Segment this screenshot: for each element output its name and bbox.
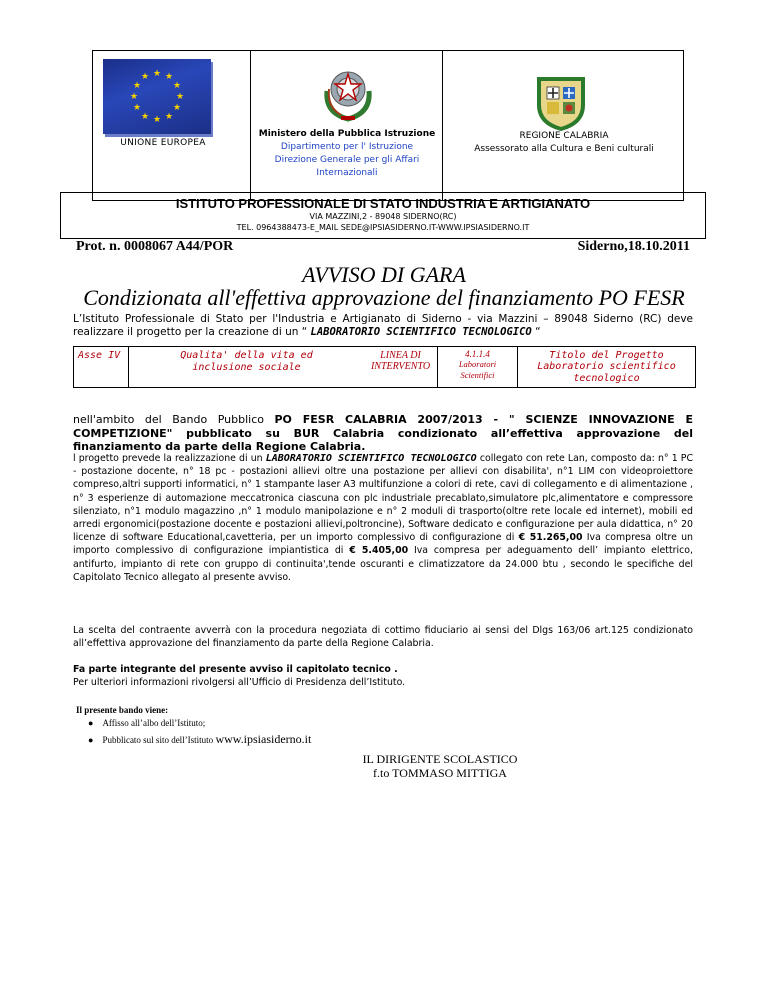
- institute-contacts: TEL. 0964388473-E_MAIL SEDE@IPSIASIDERNO.IT-WWW.IPSIASIDERNO.IT: [236, 223, 530, 232]
- region-subtitle: Assessorato alla Cultura e Beni culturali: [474, 144, 654, 154]
- svg-text:★: ★: [132, 81, 142, 91]
- amount-configurazione: € 51.265,00: [518, 532, 583, 544]
- region-title: REGIONE CALABRIA: [519, 131, 609, 141]
- svg-text:★: ★: [164, 112, 174, 122]
- region-cell: [443, 51, 685, 200]
- grid-titolo: Titolo del Progetto Laboratorio scientifico tecnologico: [537, 350, 676, 384]
- svg-text:★: ★: [140, 72, 150, 82]
- grid-linea: LINEA DI INTERVENTO: [364, 347, 438, 387]
- italian-emblem-icon: [321, 61, 375, 123]
- ministry-line-2: Direzione Generale per gli Affari: [274, 155, 420, 165]
- grid-asse: Asse IV: [74, 347, 129, 387]
- svg-text:★: ★: [132, 103, 142, 113]
- bando-bold: PO FESR CALABRIA 2007/2013 - " SCIENZE INNOVAZIONE E COMPETIZIONE" pubblicato su BUR Calabria condizionato all’effettiva approvazione del finanziamento da parte della Regione Calabria.: [73, 413, 693, 453]
- eu-cell: [93, 51, 251, 200]
- intro-lab-name: LABORATORIO SCIENTIFICO TECNOLOGICO: [310, 326, 532, 338]
- site-link[interactable]: www.ipsiasiderno.it: [215, 732, 312, 746]
- svg-text:★: ★: [172, 103, 182, 113]
- info-paragraph: Per ulteriori informazioni rivolgersi all’Ufficio di Presidenza dell’Istituto.: [73, 677, 406, 688]
- svg-text:★: ★: [129, 92, 139, 102]
- eu-flag-icon: [103, 59, 211, 134]
- notice-title: AVVISO DI GARA: [302, 262, 466, 287]
- svg-text:★: ★: [152, 69, 162, 79]
- protocol-number: Prot. n. 0008067 A44/POR: [76, 239, 234, 254]
- capitolato-paragraph: Fa parte integrante del presente avviso il capitolato tecnico .: [73, 664, 398, 675]
- publication-item-2: ● Pubblicato sul sito dell’Istituto www.ipsiasiderno.it: [88, 732, 312, 746]
- signature-name: f.to TOMMASO MITTIGA: [373, 766, 507, 780]
- institute-name: ISTITUTO PROFESSIONALE DI STATO INDUSTRIA E ARTIGIANATO: [175, 196, 591, 211]
- ministry-cell: [251, 51, 443, 200]
- project-lab-name: LABORATORIO SCIENTIFICO TECNOLOGICO: [265, 453, 477, 464]
- svg-text:★: ★: [164, 72, 174, 82]
- grid-code: 4.1.1.4 Laboratori Scientifici: [438, 347, 518, 387]
- bullet-icon: ●: [88, 718, 94, 728]
- ministry-title: Ministero della Pubblica Istruzione: [258, 129, 436, 139]
- svg-text:★: ★: [152, 115, 162, 125]
- institute-box: [60, 192, 706, 239]
- svg-text:★: ★: [175, 92, 185, 102]
- calabria-emblem-icon: [533, 75, 589, 131]
- publication-item-1: ● Affisso all’albo dell’Istituto;: [88, 718, 206, 728]
- bando-paragraph: nell'ambito del Bando Pubblico PO FESR CALABRIA 2007/2013 - " SCIENZE INNOVAZIONE E COMPETIZIONE" pubblicato su BUR Calabria condizionato all’effettiva approvazione del finanziamento da parte della Regione Calabria.: [73, 413, 693, 453]
- publication-title: Il presente bando viene:: [76, 705, 169, 715]
- project-paragraph: l progetto prevede la realizzazione di un LABORATORIO SCIENTIFICO TECNOLOGICO collegato con rete Lan, composto da: n° 1 PC - postazione docente, n° 18 pc - postazioni allievi oltre una postazione per allievi con disabilita', n°1 LIM con videoproiettore compreso,altri supporti informatici, n° 1 stampante laser A3 multifunzione a colori di rete, cavi di collegamento e di alimentazione , n° 3 esperienze di automazione meccatronica ciascuna con plc industriale precablato,simulatore plc,alimentatore e compressore silenziato, n°1 modulo magazzino ,n° 1 modulo manipolazione e n° 2 moduli di trasporto(oltre rete locale ed internet), mobili ed arredi ergonomici(postazione docente e postazioni allievi,poltroncine), Software dedicato e configurazione per aula didattica, n° 20 licenze di software Educational,cavetteria, per un importo complessivo di configurazione di € 51.265,00 Iva compresa oltre un importo complessivo di configurazione impiantistica di € 5.405,00 Iva compresa per adeguamento dell’ impianto elettrico, antifurto, impianto di rete con gruppo di continuita',tende oscuranti e climatizzatore da 24.000 btu , secondo le specifiche del Capitolato Tecnico allegato al presente avviso.: [73, 453, 694, 583]
- intro-paragraph: L’Istituto Professionale di Stato per l'Industria e Artigianato di Siderno - via Mazzini – 89048 Siderno (RC) deve realizzare il progetto per la creazione di un “ LABORATORIO SCIENTIFICO TECNOLOGICO “: [73, 313, 693, 338]
- notice-subtitle: Condizionata all'effettiva approvazione del finanziamento PO FESR: [83, 285, 685, 310]
- place-date: Siderno,18.10.2011: [577, 239, 690, 254]
- signature-title: IL DIRIGENTE SCOLASTICO: [362, 752, 518, 766]
- ministry-line-3: Internazionali: [316, 168, 378, 178]
- grid-qualita: Qualita' della vita ed inclusione sociale: [180, 350, 313, 373]
- project-grid: [73, 346, 696, 388]
- institute-address: VIA MAZZINI,2 - 89048 SIDERNO(RC): [309, 212, 457, 221]
- bullet-icon: ●: [88, 735, 94, 745]
- svg-text:★: ★: [140, 112, 150, 122]
- svg-text:★: ★: [172, 81, 182, 91]
- amount-impiantistica: € 5.405,00: [349, 545, 409, 557]
- ministry-line-1: Dipartimento per l' Istruzione: [280, 142, 414, 152]
- scelta-paragraph: La scelta del contraente avverrà con la procedura negoziata di cottimo fiduciario ai sensi del Dlgs 163/06 art.125 condizionato all’effettiva approvazione del finanziamento da parte della Regione Calabria.: [73, 625, 693, 650]
- eu-label: UNIONE EUROPEA: [120, 138, 206, 148]
- header-table: [92, 50, 684, 201]
